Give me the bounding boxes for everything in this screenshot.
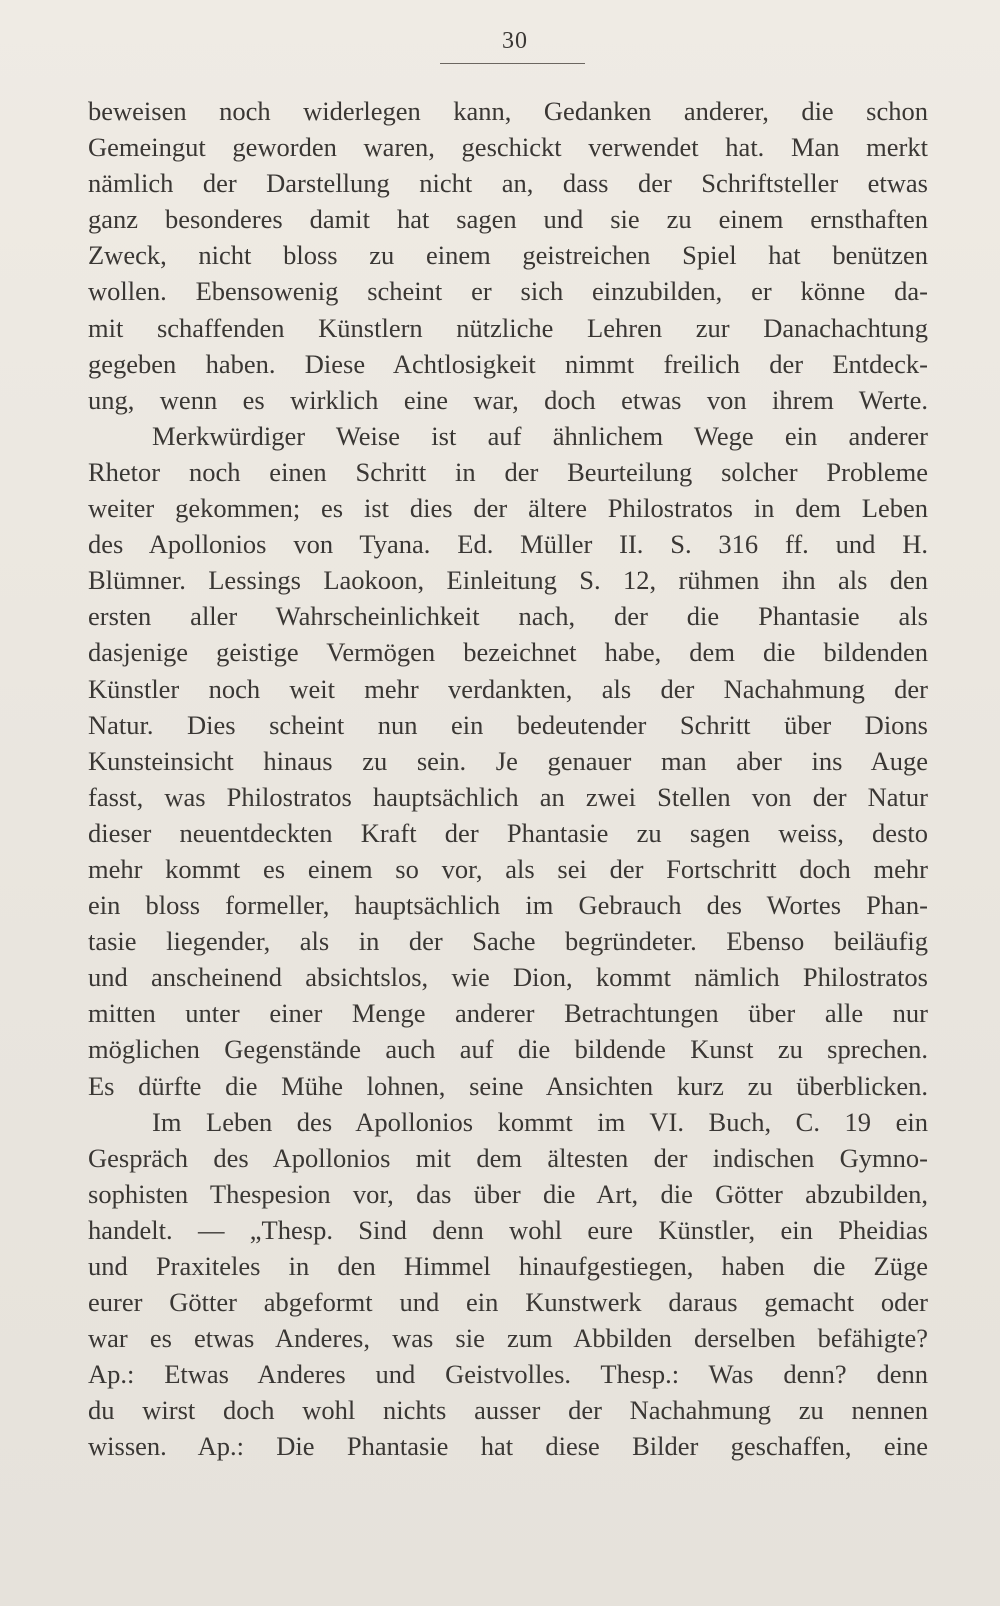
text-line: mitten unter einer Menge anderer Betrachtungen über alle nur: [88, 998, 928, 1029]
text-line: weiter gekommen; es ist dies der ältere Philostratos in dem Leben: [88, 493, 928, 524]
text-line: nämlich der Darstellung nicht an, dass der Schriftsteller etwas: [88, 168, 928, 199]
paragraph-start-line: Im Leben des Apollonios kommt im VI. Buch, C. 19 ein: [152, 1106, 928, 1137]
text-line: Künstler noch weit mehr verdankten, als der Nachahmung der: [88, 673, 928, 704]
text-line: Gespräch des Apollonios mit dem ältesten der indischen Gymno-: [88, 1142, 928, 1173]
text-line: eurer Götter abgeformt und ein Kunstwerk daraus gemacht oder: [88, 1287, 928, 1318]
text-line: Ap.: Etwas Anderes und Geistvolles. Thesp.: Was denn? denn: [88, 1359, 928, 1390]
text-line: Rhetor noch einen Schritt in der Beurteilung solcher Probleme: [88, 456, 928, 487]
text-line: mehr kommt es einem so vor, als sei der Fortschritt doch mehr: [88, 853, 928, 884]
text-line: sophisten Thespesion vor, das über die Art, die Götter abzubilden,: [88, 1178, 928, 1209]
text-line: fasst, was Philostratos hauptsächlich an zwei Stellen von der Natur: [88, 781, 928, 812]
page-number-rule: [440, 63, 585, 64]
text-line: ersten aller Wahrscheinlichkeit nach, der die Phantasie als: [88, 601, 928, 632]
text-line: Es dürfte die Mühe lohnen, seine Ansichten kurz zu überblicken.: [88, 1070, 928, 1101]
text-line: handelt. — „Thesp. Sind denn wohl eure Künstler, ein Pheidias: [88, 1214, 928, 1245]
text-line: wollen. Ebensowenig scheint er sich einzubilden, er könne da-: [88, 276, 928, 307]
body-text: [88, 93, 928, 1465]
text-line: und anscheinend absichtslos, wie Dion, kommt nämlich Philostratos: [88, 962, 928, 993]
text-line: du wirst doch wohl nichts ausser der Nachahmung zu nennen: [88, 1395, 928, 1426]
paragraph-start-line: Merkwürdiger Weise ist auf ähnlichem Wege ein anderer: [152, 420, 928, 451]
text-line: ung, wenn es wirklich eine war, doch etwas von ihrem Werte.: [88, 384, 928, 415]
text-line: möglichen Gegenstände auch auf die bildende Kunst zu sprechen.: [88, 1034, 928, 1065]
text-line: ein bloss formeller, hauptsächlich im Gebrauch des Wortes Phan-: [88, 890, 928, 921]
text-line: ganz besonderes damit hat sagen und sie zu einem ernsthaften: [88, 204, 928, 235]
text-line: Blümner. Lessings Laokoon, Einleitung S. 12, rühmen ihn als den: [88, 565, 928, 596]
text-line: dasjenige geistige Vermögen bezeichnet habe, dem die bildenden: [88, 637, 928, 668]
text-line: Zweck, nicht bloss zu einem geistreichen Spiel hat benützen: [88, 240, 928, 271]
text-line: des Apollonios von Tyana. Ed. Müller II. S. 316 ff. und H.: [88, 529, 928, 560]
page-number: 30: [502, 28, 528, 54]
text-line: war es etwas Anderes, was sie zum Abbilden derselben befähigte?: [88, 1323, 928, 1354]
text-line: dieser neuentdeckten Kraft der Phantasie zu sagen weiss, desto: [88, 817, 928, 848]
text-line: beweisen noch widerlegen kann, Gedanken anderer, die schon: [88, 96, 928, 126]
text-line: Kunsteinsicht hinaus zu sein. Je genauer man aber ins Auge: [88, 745, 928, 776]
text-line: Gemeingut geworden waren, geschickt verwendet hat. Man merkt: [88, 132, 928, 163]
text-line: Natur. Dies scheint nun ein bedeutender Schritt über Dions: [88, 709, 928, 740]
text-line: und Praxiteles in den Himmel hinaufgestiegen, haben die Züge: [88, 1251, 928, 1281]
text-line: tasie liegender, als in der Sache begründeter. Ebenso beiläufig: [88, 926, 928, 957]
text-line: mit schaffenden Künstlern nützliche Lehren zur Danachachtung: [88, 312, 928, 343]
text-line: gegeben haben. Diese Achtlosigkeit nimmt freilich der Entdeck-: [88, 348, 928, 379]
text-line: wissen. Ap.: Die Phantasie hat diese Bilder geschaffen, eine: [88, 1431, 928, 1462]
